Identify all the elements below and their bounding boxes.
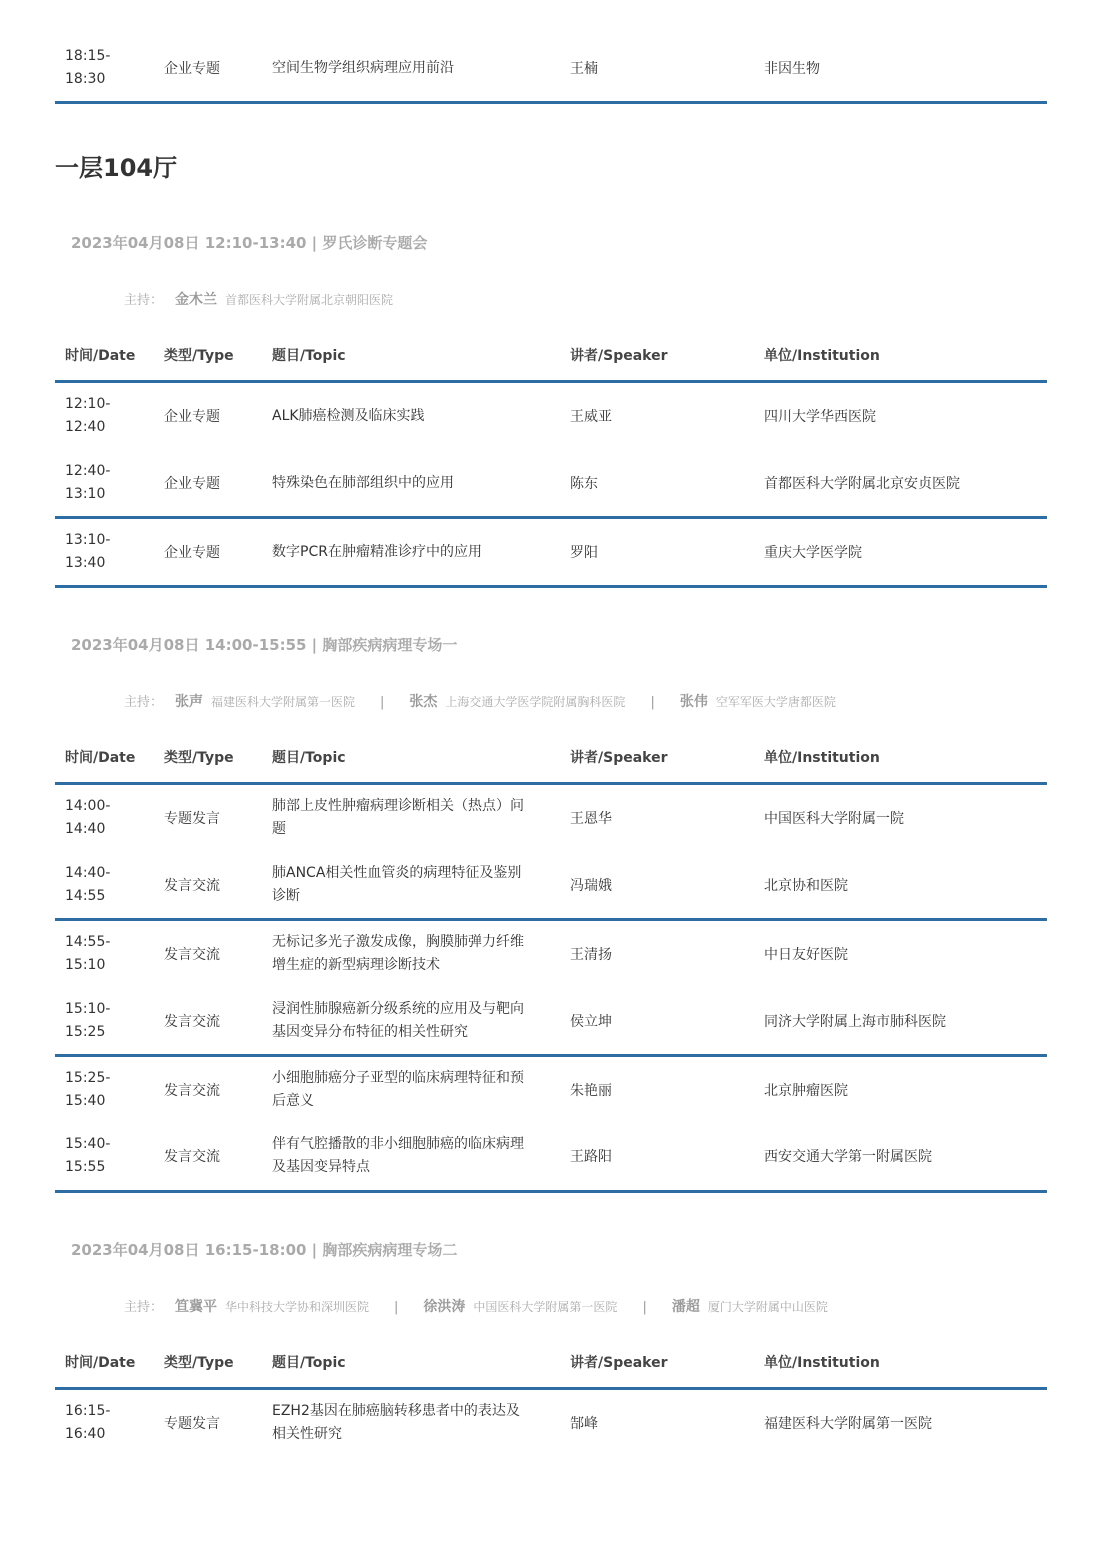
type-cell: 企业专题 xyxy=(164,61,220,77)
host-name: 张声 xyxy=(175,694,204,710)
time-cell: 14:55- 15:10 xyxy=(65,934,111,973)
time-cell: 14:00- 14:40 xyxy=(65,798,111,837)
topic-cell: 浸润性肺腺癌新分级系统的应用及与靶向 基因变异分布特征的相关性研究 xyxy=(272,1001,524,1040)
session-title: 2023年04月08日 14:00-15:55 | 胸部疾病病理专场一 xyxy=(71,636,458,654)
topic-cell: 空间生物学组织病理应用前沿 xyxy=(272,59,454,76)
topic-cell: 特殊染色在肺部组织中的应用 xyxy=(272,474,454,491)
table-row xyxy=(55,388,1047,444)
header-institution: 单位/Institution xyxy=(764,348,880,364)
host-institution: 上海交通大学医学院附属胸科医院 xyxy=(445,695,626,709)
session-hosts xyxy=(124,289,393,309)
type-cell: 发言交流 xyxy=(164,1149,220,1165)
table-divider xyxy=(55,1054,1047,1057)
table-header xyxy=(55,345,1047,365)
speaker-cell: 王威亚 xyxy=(570,409,612,425)
header-speaker: 讲者/Speaker xyxy=(570,348,668,364)
host-label: 主持： xyxy=(124,293,164,308)
institution-cell: 福建医科大学附属第一医院 xyxy=(764,1416,932,1432)
topic-cell: EZH2基因在肺癌脑转移患者中的表达及 相关性研究 xyxy=(272,1403,520,1442)
institution-cell: 北京肿瘤医院 xyxy=(764,1083,848,1099)
table-row xyxy=(55,1128,1047,1184)
speaker-cell: 罗阳 xyxy=(570,545,598,561)
table-row xyxy=(55,1062,1047,1118)
table-divider xyxy=(55,918,1047,921)
topic-cell: 伴有气腔播散的非小细胞肺癌的临床病理 及基因变异特点 xyxy=(272,1136,524,1175)
type-cell: 专题发言 xyxy=(164,1416,220,1432)
hall-title: 一层104厅 xyxy=(55,154,178,182)
host-name: 笪冀平 xyxy=(175,1299,218,1315)
table-row xyxy=(55,857,1047,913)
table-divider xyxy=(55,782,1047,785)
time-cell: 18:15- 18:30 xyxy=(65,48,111,87)
header-topic: 题目/Topic xyxy=(272,750,346,766)
time-cell: 15:10- 15:25 xyxy=(65,1001,111,1040)
time-cell: 13:10- 13:40 xyxy=(65,532,111,571)
session-hosts xyxy=(124,691,836,711)
host-separator: | xyxy=(642,1300,647,1315)
table-divider xyxy=(55,585,1047,588)
institution-cell: 首都医科大学附属北京安贞医院 xyxy=(764,476,960,492)
header-time: 时间/Date xyxy=(65,750,136,766)
type-cell: 企业专题 xyxy=(164,476,220,492)
host-name: 金木兰 xyxy=(175,292,218,308)
topic-cell: 小细胞肺癌分子亚型的临床病理特征和预 后意义 xyxy=(272,1070,524,1109)
time-cell: 16:15- 16:40 xyxy=(65,1403,111,1442)
time-cell: 12:40- 13:10 xyxy=(65,463,111,502)
header-topic: 题目/Topic xyxy=(272,1355,346,1371)
speaker-cell: 侯立坤 xyxy=(570,1014,612,1030)
host-institution: 福建医科大学附属第一医院 xyxy=(211,695,356,709)
host-institution: 中国医科大学附属第一医院 xyxy=(473,1300,618,1314)
host-separator: | xyxy=(394,1300,399,1315)
table-divider xyxy=(55,101,1047,104)
topic-cell: ALK肺癌检测及临床实践 xyxy=(272,407,425,424)
host-institution: 首都医科大学附属北京朝阳医院 xyxy=(225,293,394,307)
time-cell: 15:25- 15:40 xyxy=(65,1070,111,1109)
host-name: 张伟 xyxy=(679,694,708,710)
speaker-cell: 朱艳丽 xyxy=(570,1083,612,1099)
type-cell: 企业专题 xyxy=(164,545,220,561)
topic-cell: 数字PCR在肿瘤精准诊疗中的应用 xyxy=(272,543,482,560)
table-divider xyxy=(55,1190,1047,1193)
table-row xyxy=(55,40,1047,96)
table-row xyxy=(55,790,1047,846)
session-title: 2023年04月08日 12:10-13:40 | 罗氏诊断专题会 xyxy=(71,234,428,252)
topic-cell: 无标记多光子激发成像，胸膜肺弹力纤维 增生症的新型病理诊断技术 xyxy=(272,934,524,973)
header-time: 时间/Date xyxy=(65,1355,136,1371)
host-separator: | xyxy=(380,695,385,710)
table-header xyxy=(55,1352,1047,1372)
speaker-cell: 冯瑞娥 xyxy=(570,878,612,894)
header-topic: 题目/Topic xyxy=(272,348,346,364)
speaker-cell: 陈东 xyxy=(570,476,598,492)
header-type: 类型/Type xyxy=(164,750,234,766)
institution-cell: 重庆大学医学院 xyxy=(764,545,862,561)
speaker-cell: 王楠 xyxy=(570,61,598,77)
table-row xyxy=(55,1395,1047,1451)
institution-cell: 中日友好医院 xyxy=(764,947,848,963)
host-label: 主持： xyxy=(124,695,164,710)
institution-cell: 北京协和医院 xyxy=(764,878,848,894)
host-label: 主持： xyxy=(124,1300,164,1315)
header-speaker: 讲者/Speaker xyxy=(570,1355,668,1371)
speaker-cell: 郜峰 xyxy=(570,1416,598,1432)
host-institution: 空军军医大学唐都医院 xyxy=(715,695,836,709)
time-cell: 15:40- 15:55 xyxy=(65,1136,111,1175)
type-cell: 企业专题 xyxy=(164,409,220,425)
header-type: 类型/Type xyxy=(164,1355,234,1371)
speaker-cell: 王恩华 xyxy=(570,811,612,827)
header-speaker: 讲者/Speaker xyxy=(570,750,668,766)
session-hosts xyxy=(124,1296,828,1316)
table-divider xyxy=(55,516,1047,519)
host-institution: 厦门大学附属中山医院 xyxy=(707,1300,828,1314)
table-row xyxy=(55,926,1047,982)
type-cell: 发言交流 xyxy=(164,947,220,963)
host-name: 徐洪涛 xyxy=(423,1299,466,1315)
header-institution: 单位/Institution xyxy=(764,750,880,766)
topic-cell: 肺部上皮性肿瘤病理诊断相关（热点）问 题 xyxy=(272,798,524,837)
speaker-cell: 王路阳 xyxy=(570,1149,612,1165)
type-cell: 发言交流 xyxy=(164,1014,220,1030)
institution-cell: 中国医科大学附属一院 xyxy=(764,811,904,827)
header-type: 类型/Type xyxy=(164,348,234,364)
institution-cell: 同济大学附属上海市肺科医院 xyxy=(764,1014,946,1030)
institution-cell: 西安交通大学第一附属医院 xyxy=(764,1149,932,1165)
time-cell: 12:10- 12:40 xyxy=(65,396,111,435)
host-name: 潘超 xyxy=(671,1299,700,1315)
host-separator: | xyxy=(650,695,655,710)
institution-cell: 四川大学华西医院 xyxy=(764,409,876,425)
session-title: 2023年04月08日 16:15-18:00 | 胸部疾病病理专场二 xyxy=(71,1241,458,1259)
table-row xyxy=(55,455,1047,511)
type-cell: 发言交流 xyxy=(164,878,220,894)
host-name: 张杰 xyxy=(409,694,438,710)
header-time: 时间/Date xyxy=(65,348,136,364)
time-cell: 14:40- 14:55 xyxy=(65,865,111,904)
header-institution: 单位/Institution xyxy=(764,1355,880,1371)
host-institution: 华中科技大学协和深圳医院 xyxy=(225,1300,370,1314)
type-cell: 专题发言 xyxy=(164,811,220,827)
topic-cell: 肺ANCA相关性血管炎的病理特征及鉴别 诊断 xyxy=(272,865,522,904)
table-row xyxy=(55,524,1047,580)
table-row xyxy=(55,993,1047,1049)
institution-cell: 非因生物 xyxy=(764,61,820,77)
table-header xyxy=(55,747,1047,767)
table-divider xyxy=(55,1387,1047,1390)
type-cell: 发言交流 xyxy=(164,1083,220,1099)
table-divider xyxy=(55,380,1047,383)
speaker-cell: 王清扬 xyxy=(570,947,612,963)
